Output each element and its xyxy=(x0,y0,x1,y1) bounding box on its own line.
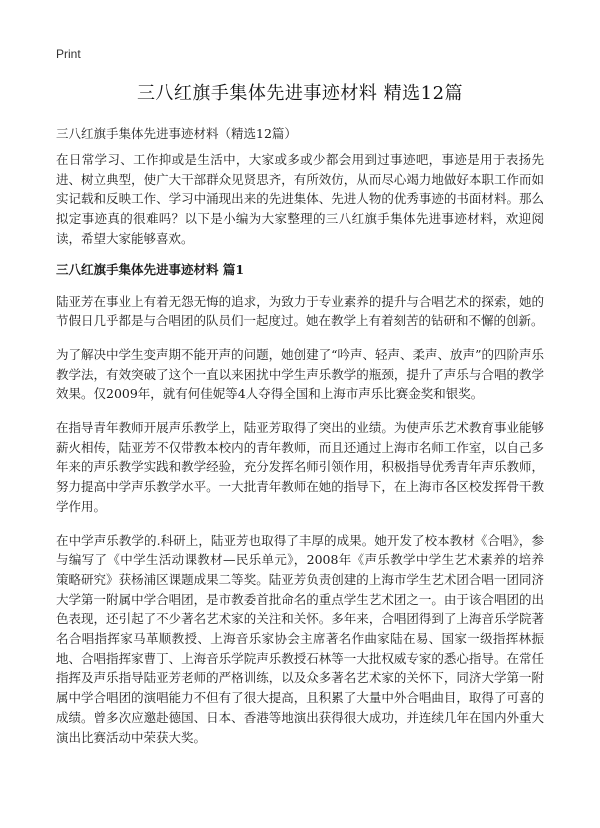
intro-paragraph: 在日常学习、工作抑或是生活中，大家或多或少都会用到过事迹吧，事迹是用于表扬先进、树立典型，使广大干部群众见贤思齐，有所效仿，从而尽心竭力地做好本职工作而如实记载和反映工作、学习中涌现出来的先进集体、先进人物的优秀事迹的书面材料。那么拟定事迹真的很难吗？以下是小编为大家整理的三八红旗手集体先进事迹材料，欢迎阅读，希望大家能够喜欢。 xyxy=(56,152,544,246)
body-paragraph: 在中学声乐教学的.科研上，陆亚芳也取得了丰厚的成果。她开发了校本教材《合唱》，参与编写了《中学生活动课教材—民乐单元》，2008年《声乐教学中学生艺术素养的培养策略研究》获杨浦区课题成果二等奖。陆亚芳负责创建的上海市学生艺术团合唱一团同济大学第一附属中学合唱团，是市教委首批命名的重点学生艺术团之一。由于该合唱团的出色表现，还引起了不少著名艺术家的关注和关怀。多年来，合唱团得到了上海音乐学院著名合唱指挥家马革顺教授、上海音乐家协会主席著名作曲家陆在易、国家一级指挥林振地、合唱指挥家曹丁、上海音乐学院声乐教授石林等一大批权威专家的悉心指导。在常任指挥及声乐指导陆亚芳老师的严格训练，以及众多著名艺术家的关怀下，同济大学第一附属中学合唱团的演唱能力不但有了很大提高，且积累了大量中外合唱曲目，取得了可喜的成绩。曾多次应邀赴德国、日本、香港等地演出获得很大成功，并连续几年在国内外重大演出比赛活动中荣获大奖。 xyxy=(56,532,544,745)
body-paragraph: 陆亚芳在事业上有着无怨无悔的追求，为致力于专业素养的提升与合唱艺术的探索，她的节假日几乎都是与合唱团的队员们一起度过。她在教学上有着刻苦的钻研和不懈的创新。 xyxy=(56,293,544,329)
page-title: 三八红旗手集体先进事迹材料 精选12篇 xyxy=(136,83,464,104)
body-paragraph: 为了解决中学生变声期不能开声的问题，她创建了“吟声、轻声、柔声、放声”的四阶声乐教学法，有效突破了这个一直以来困扰中学生声乐教学的瓶颈，提升了声乐与合唱的教学效果。仅2009年，就有何佳妮等4人夺得全国和上海市声乐比赛金奖和银奖。 xyxy=(56,346,544,402)
print-link[interactable]: Print xyxy=(56,47,81,61)
document-subtitle: 三八红旗手集体先进事迹材料（精选12篇） xyxy=(56,126,297,141)
article-body xyxy=(56,150,544,761)
section-heading: 三八红旗手集体先进事迹材料 篇1 xyxy=(56,261,245,277)
body-paragraph: 在指导青年教师开展声乐教学上，陆亚芳取得了突出的业绩。为使声乐艺术教育事业能够薪火相传，陆亚芳不仅带教本校内的青年教师，而且还通过上海市名师工作室，以自己多年来的声乐教学实践和教学经验，充分发挥名师引领作用，积极指导优秀青年声乐教师，努力提高中学声乐教学水平。一大批青年教师在她的指导下，在上海市各区校发挥骨干教学作用。 xyxy=(56,420,544,514)
